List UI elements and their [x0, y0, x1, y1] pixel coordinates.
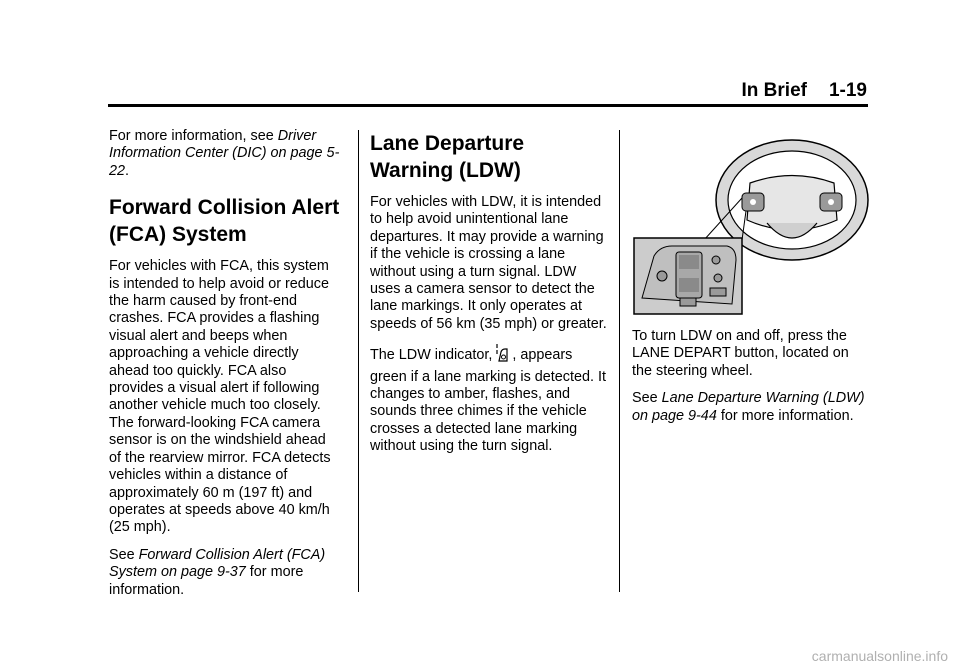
column-divider-2	[619, 130, 620, 592]
steering-wheel-illustration	[632, 128, 872, 318]
dic-reference: For more information, see Driver Information Center (DIC) on page 5-22.	[109, 128, 340, 179]
dic-link[interactable]: Driver Information Center (DIC) on page 5-22	[109, 128, 340, 179]
fca-heading: Forward Collision Alert (FCA) System	[109, 196, 340, 247]
page-number: 1-19	[828, 80, 867, 101]
ldw-reference: See Lane Departure Warning (LDW) on page 9-44 for more information.	[632, 390, 865, 424]
fca-description: For vehicles with FCA, this system is intended to help avoid or reduce the harm caused by front-end crashes. FCA provides a flashing visual alert and beeps when approaching a vehicle directly ahead too quickly. FCA also provides a visual alert if following another vehicle much too closely. The forward-looking FCA camera sensor is on the windshield ahead of the rearview mirror. FCA detects vehicles within a distance of approximately 60 m (197 ft) and operates at speeds above 40 km/h (25 mph).	[109, 258, 331, 536]
watermark: carmanualsonline.info	[811, 648, 948, 664]
ldw-link[interactable]: Lane Departure Warning (LDW) on page 9-44	[632, 390, 865, 424]
header-rule	[108, 104, 868, 107]
column-1	[109, 128, 341, 609]
column-divider-1	[358, 130, 359, 592]
ldw-button-instructions: To turn LDW on and off, press the LANE DEPART button, located on the steering wheel.	[632, 328, 849, 379]
ldw-indicator-icon	[495, 343, 509, 368]
page-header	[742, 80, 867, 102]
section-title: In Brief	[741, 80, 807, 101]
ldw-heading: Lane Departure Warning (LDW)	[370, 132, 525, 182]
column-2	[370, 130, 610, 466]
fca-reference: See Forward Collision Alert (FCA) System on page 9-37 for more information.	[109, 546, 326, 598]
ldw-indicator-text: The LDW indicator, , appears green if a lane marking is detected. It changes to amber, flashes, and sounds three chimes if the vehicle crosses a detected lane marking without using the turn signal.	[370, 343, 610, 455]
ldw-description: For vehicles with LDW, it is intended to help avoid unintentional lane departures. It may provide a warning if the vehicle is crossing a lane without using a turn signal. LDW uses a camera sensor to detect the lane markings. It only operates at speeds of 56 km (35 mph) or greater.	[370, 194, 607, 332]
fca-link[interactable]: Forward Collision Alert (FCA) System on page 9-37	[109, 546, 326, 581]
column-3	[632, 128, 872, 435]
